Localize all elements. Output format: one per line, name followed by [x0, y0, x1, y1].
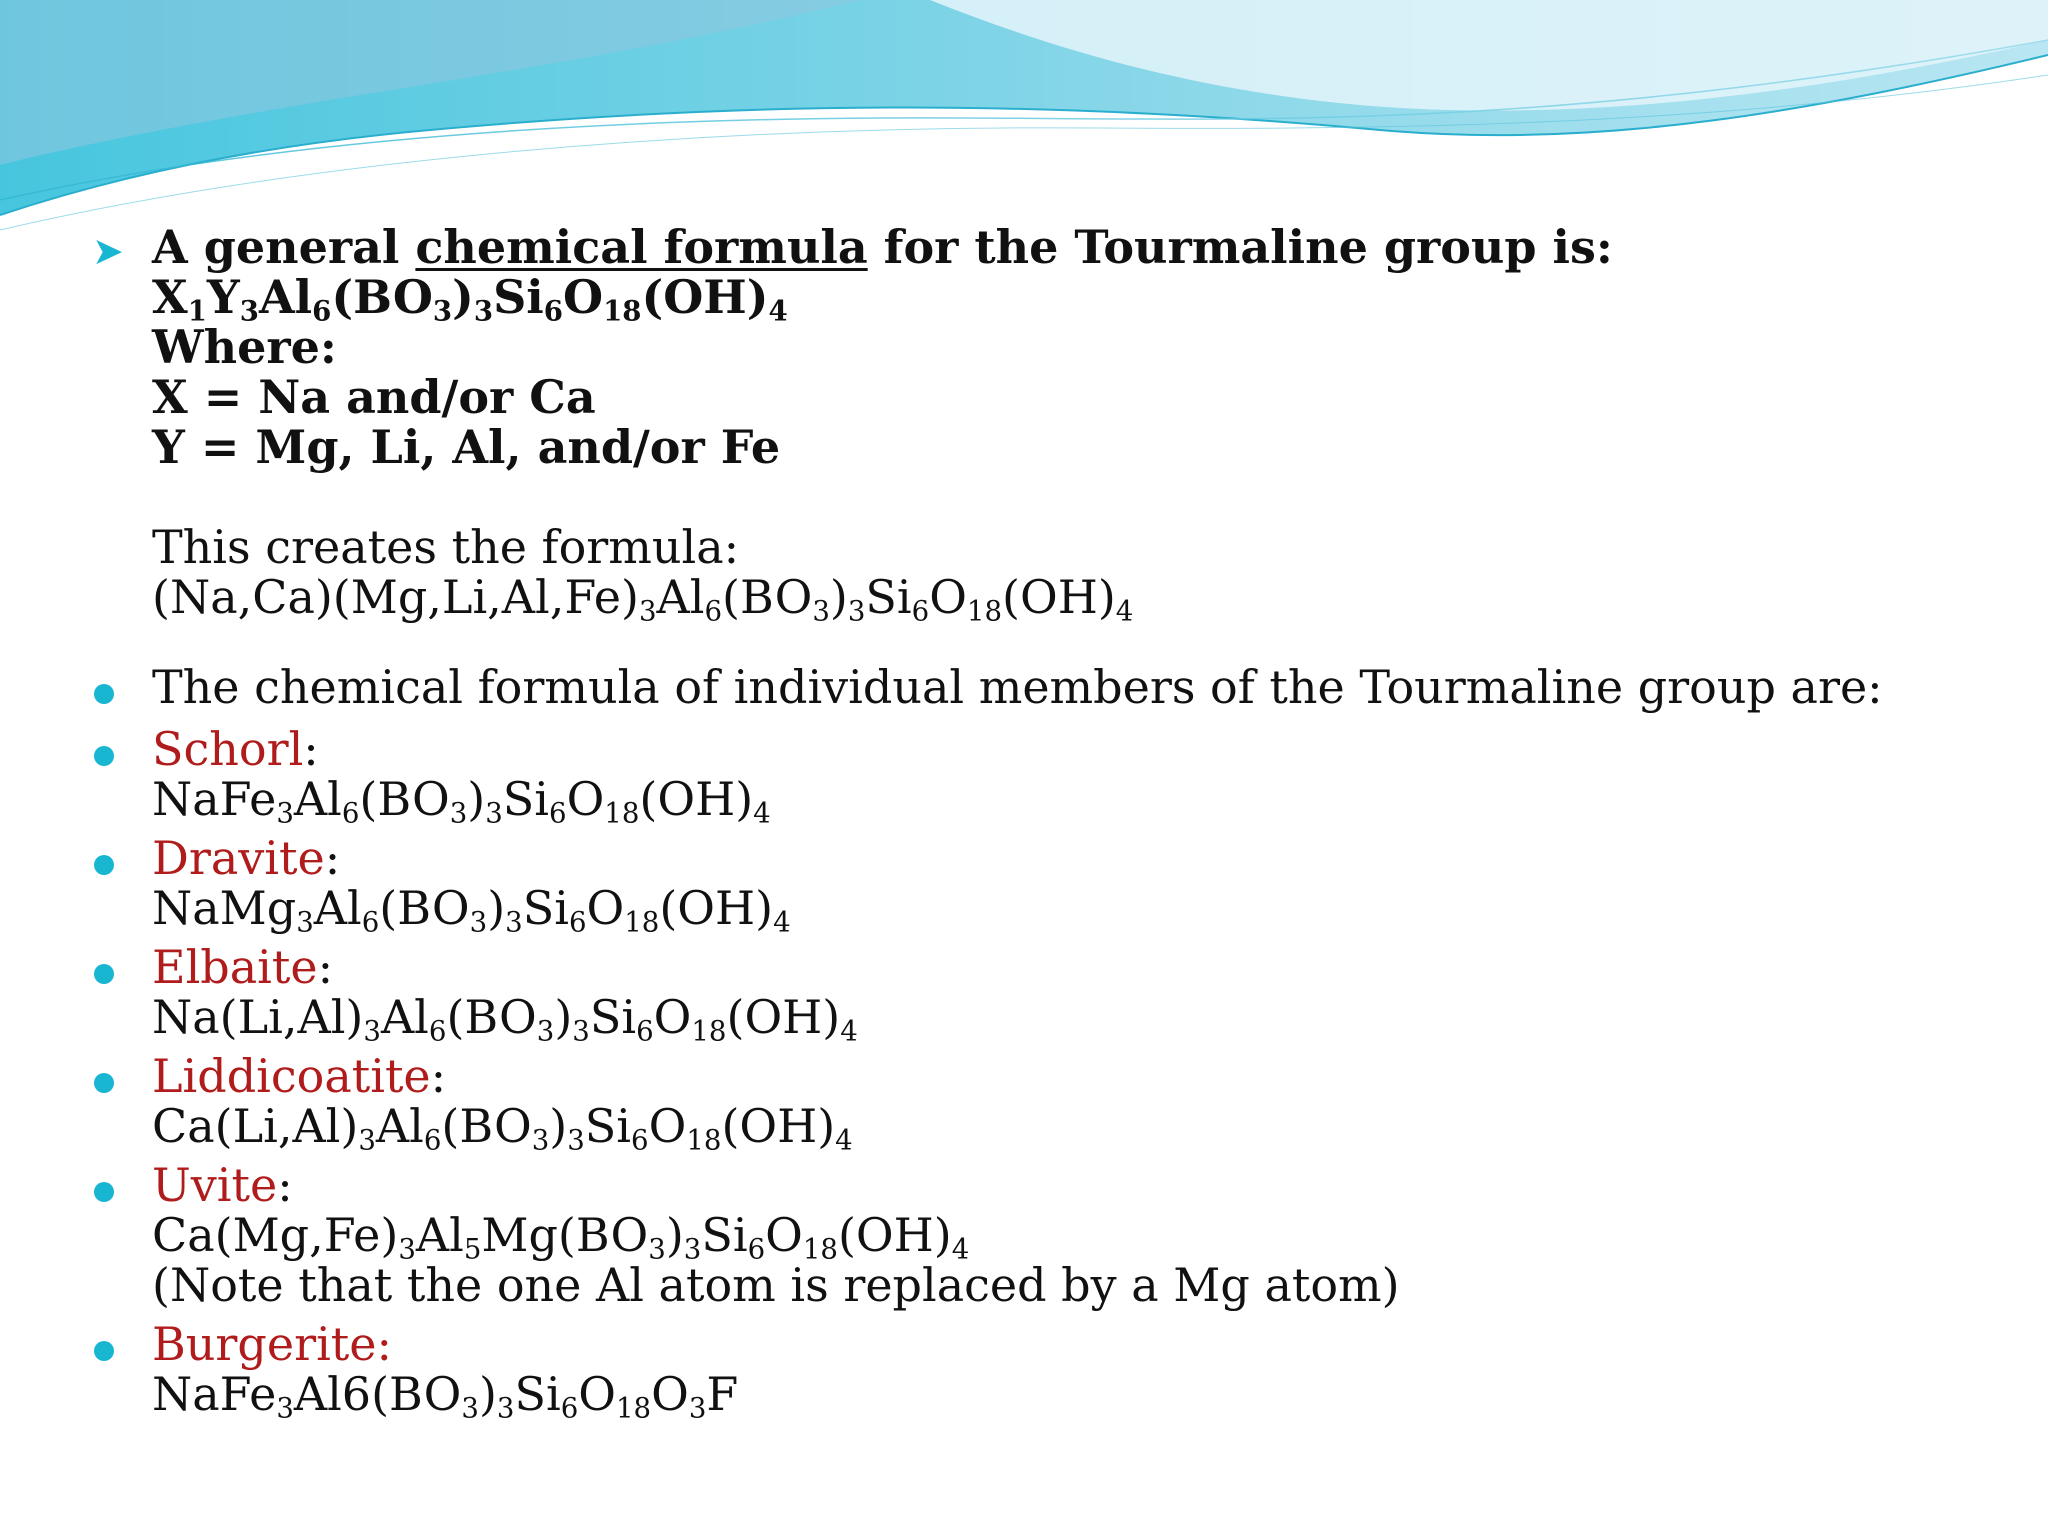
member-name-line — [152, 1051, 2010, 1101]
member-colon: : — [324, 831, 341, 885]
members-heading-item — [90, 662, 2010, 712]
where-label: Where: — [152, 320, 337, 374]
slide-body — [90, 222, 2010, 1428]
member-formula: $Ca(Li,Al)_3Al_6(BO_3)_3Si_6O_{18}(OH)_4$ — [152, 1099, 853, 1157]
member-item — [90, 1160, 2010, 1310]
member-item — [90, 831, 2010, 939]
member-formula: $NaFe_3Al_6(BO_3)_3Si_6O_{18}(OH)_4$ — [152, 772, 771, 830]
y-definition: Y = Mg, Li, Al, and/or Fe — [152, 420, 781, 474]
member-formula: $NaMg_3Al_6(BO_3)_3Si_6O_{18}(OH)_4$ — [152, 881, 791, 939]
general-formula: $X_1Y_3Al_6(BO_3)_3Si_6O_{18}(OH)_4$ — [152, 270, 788, 328]
round-bullet-icon — [94, 684, 114, 704]
member-item — [90, 1317, 2010, 1425]
member-name: Dravite — [152, 831, 325, 885]
chemical-formula-link[interactable]: chemical formula — [415, 220, 868, 274]
round-bullet-icon — [94, 1341, 114, 1361]
x-definition: X = Na and/or Ca — [152, 370, 596, 424]
member-name: Uvite — [152, 1158, 278, 1212]
member-colon: : — [317, 940, 334, 994]
round-bullet-icon — [94, 746, 114, 766]
member-formula: $Ca(Mg,Fe)_3Al_5Mg(BO_3)_3Si_6O_{18}(OH)_4$ — [152, 1208, 970, 1266]
member-name: Schorl — [152, 722, 304, 776]
member-colon: : — [303, 722, 319, 776]
arrow-bullet-icon: ➤ — [92, 229, 124, 273]
member-formula: $Na(Li,Al)_3Al_6(BO_3)_3Si_6O_{18}(OH)_4$ — [152, 990, 858, 1048]
creates-formula-label: This creates the formula: — [152, 520, 740, 574]
member-colon: : — [430, 1049, 447, 1103]
round-bullet-icon — [94, 1073, 114, 1093]
round-bullet-icon — [94, 964, 114, 984]
member-name-line — [152, 1319, 2010, 1369]
intro-sentence: A general chemical formula for the Tourmaline group is: — [152, 220, 1613, 274]
member-name-line — [152, 724, 2010, 774]
members-list — [90, 722, 2010, 1425]
member-name: Elbaite — [152, 940, 318, 994]
member-name: Burgerite: — [152, 1317, 392, 1371]
member-name-line — [152, 1160, 2010, 1210]
round-bullet-icon — [94, 1182, 114, 1202]
member-name-line — [152, 942, 2010, 992]
combined-formula: $(Na,Ca)(Mg,Li,Al,Fe)_3Al_6(BO_3)_3Si_6O_{18}(OH)_4$ — [152, 570, 1134, 628]
intro-item — [90, 220, 2010, 628]
member-colon: : — [277, 1158, 293, 1212]
round-bullet-icon — [94, 855, 114, 875]
member-name: Liddicoatite — [152, 1049, 431, 1103]
member-item — [90, 1049, 2010, 1157]
member-note: (Note that the one Al atom is replaced by a Mg atom) — [152, 1258, 1400, 1312]
member-formula: $NaFe_3Al6(BO_3)_3Si_6O_{18}O_3F$ — [152, 1367, 739, 1425]
members-heading: The chemical formula of individual members of the Tourmaline group are: — [152, 660, 1883, 714]
member-item — [90, 722, 2010, 830]
member-item — [90, 940, 2010, 1048]
member-name-line — [152, 833, 2010, 883]
